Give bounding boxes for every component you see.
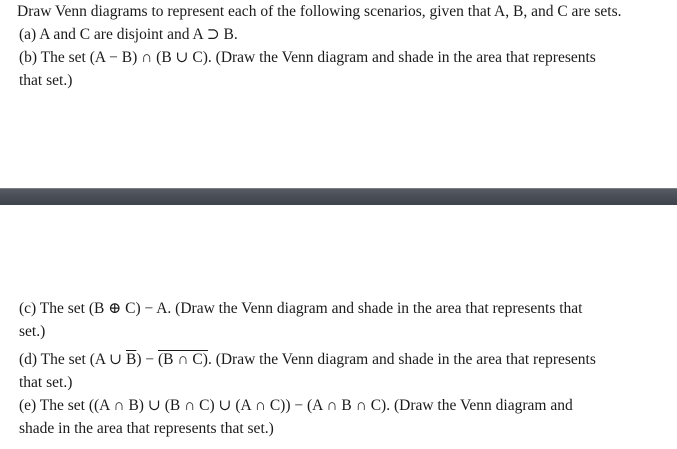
item-b-line1: (b) The set (A − B) ∩ (B ∪ C). (Draw the Venn diagram and shade in the area that represents [19, 49, 596, 66]
item-d-mid: ) − [136, 351, 158, 368]
item-d-complement-b: $\overline{B}$ [125, 351, 137, 368]
item-d-post: . (Draw the Venn diagram and shade in the area that represents [207, 351, 596, 368]
item-d-line1 [19, 348, 659, 371]
problem-top-section [19, 0, 669, 92]
item-d-complement-bc: (B ∩ C) [157, 351, 208, 368]
item-a-text: (a) A and C are disjoint and A ⊃ B. [19, 26, 238, 43]
intro-text: Draw Venn diagrams to represent each of the following scenarios, given that A, B, and C are sets. [17, 3, 622, 20]
item-e-line1: (e) The set ((A ∩ B) ∪ (B ∩ C) ∪ (A ∩ C)) − (A ∩ B ∩ C). (Draw the Venn diagram and [19, 397, 573, 414]
item-e-line2: shade in the area that represents that set.) [19, 420, 274, 437]
item-b-line2: that set.) [19, 72, 73, 89]
problem-bottom-section [19, 297, 659, 440]
item-d-line2: that set.) [19, 374, 73, 391]
section-divider-bar [0, 188, 677, 205]
item-d-pre: (d) The set (A ∪ [19, 351, 126, 368]
item-c-line2: set.) [19, 323, 46, 340]
item-c-line1: (c) The set (B ⊕ C) − A. (Draw the Venn diagram and shade in the area that represents that [19, 300, 583, 317]
